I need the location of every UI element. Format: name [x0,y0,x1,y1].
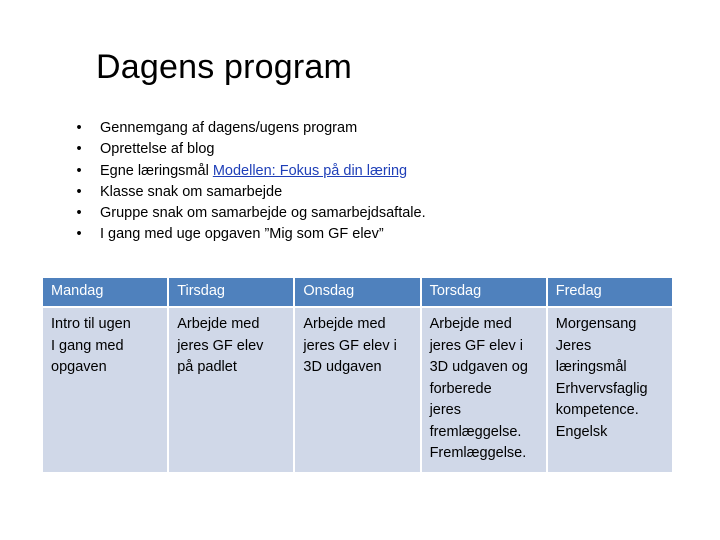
cell-text: forberede [429,380,492,397]
agenda-list [74,118,426,246]
cell-text: Morgensang [555,316,637,332]
cell-text: 3D udgaven [303,359,382,375]
learning-model-link[interactable]: Modellen: Fokus på din læring [212,162,408,179]
cell-onsdag [295,308,419,472]
table-header-row [43,278,672,306]
agenda-item [74,203,426,224]
cell-text: Arbejde med [303,316,386,332]
agenda-item [74,139,426,160]
cell-tirsdag [169,308,293,472]
cell-text: kompetence. [555,402,639,418]
cell-text: jeres GF elev i [429,337,524,354]
cell-text: Arbejde med [429,316,512,332]
agenda-item-text: Gruppe snak om samarbejde og samarbejdsaftale. [100,205,426,222]
header-onsdag: Onsdag [295,278,419,306]
cell-text: på padlet [177,359,237,375]
bullet-icon: • [76,120,82,136]
header-torsdag: Torsdag [422,278,546,306]
bullet-icon: • [76,183,82,200]
cell-text: I gang med [51,337,124,354]
cell-text: fremlæggelse. [429,423,522,440]
agenda-item [74,224,426,245]
cell-text: Arbejde med [177,316,260,332]
cell-text: opgaven [51,359,107,375]
cell-text: jeres GF elev i [303,337,397,354]
cell-mandag [43,308,167,472]
table-row [43,308,672,472]
agenda-item-text: Klasse snak om samarbejde [100,183,283,200]
cell-text: læringsmål [555,359,627,375]
agenda-item [74,182,426,203]
agenda-item-text: Oprettelse af blog [100,141,215,158]
cell-text: jeres GF elev [177,337,264,354]
agenda-item [74,118,426,139]
bullet-icon: • [76,205,82,222]
agenda-item-text: I gang med uge opgaven ”Mig som GF elev” [100,226,384,243]
cell-text: Jeres [555,337,592,354]
cell-text: Erhvervsfaglig [555,380,648,397]
cell-text: Fremlæggelse. [429,445,527,461]
slide-title: Dagens program [96,48,353,86]
header-tirsdag: Tirsdag [169,278,293,306]
bullet-icon: • [76,226,82,243]
header-fredag: Fredag [548,278,672,306]
agenda-item [74,161,426,182]
cell-torsdag [422,308,546,472]
cell-text: jeres [429,402,461,418]
cell-text: 3D udgaven og [429,359,528,375]
agenda-item-text: Egne læringsmål [100,162,213,179]
cell-text: Intro til ugen [51,316,131,332]
agenda-item-text: Gennemgang af dagens/ugens program [100,120,358,136]
cell-fredag [548,308,672,472]
weekly-schedule-table [41,276,674,474]
header-mandag: Mandag [43,278,167,306]
bullet-icon: • [76,162,82,179]
cell-text: Engelsk [555,423,608,440]
bullet-icon: • [76,141,82,158]
